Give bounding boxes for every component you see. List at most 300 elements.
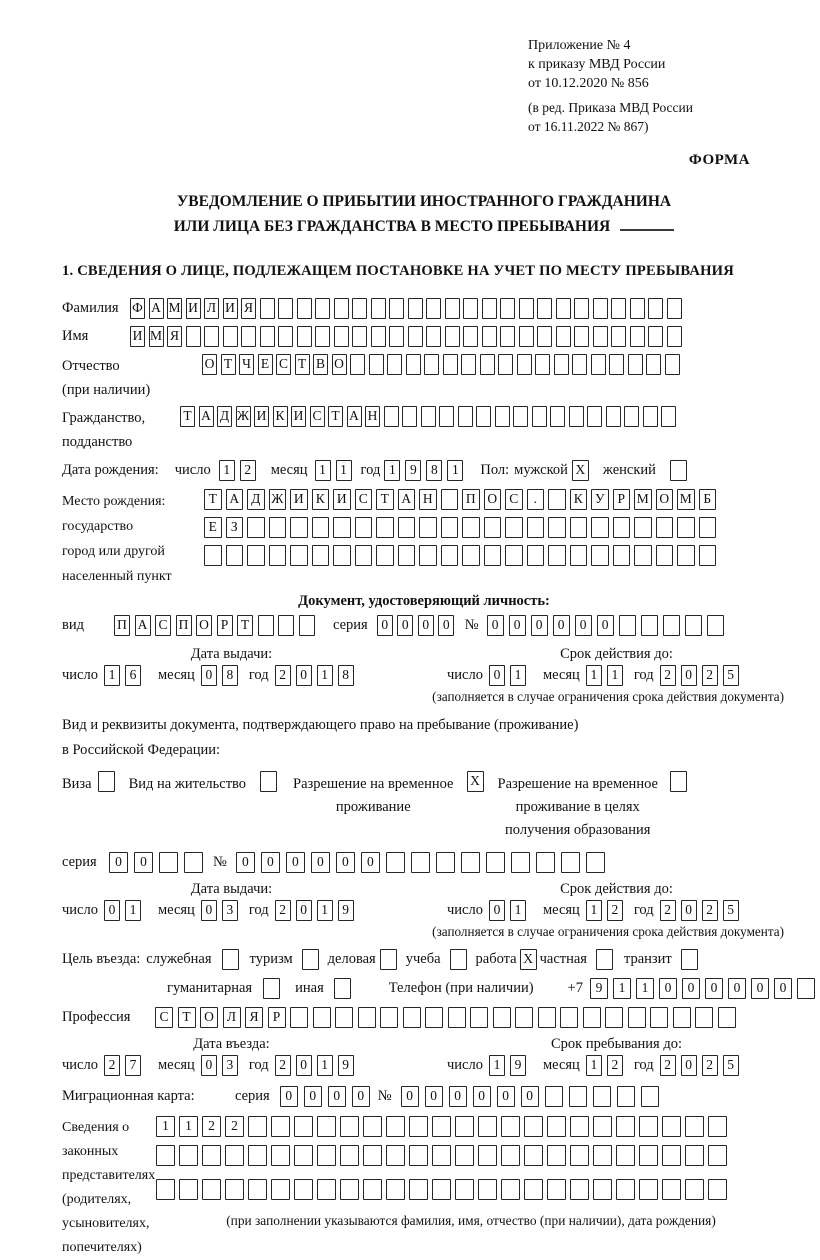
form-cell <box>667 326 682 347</box>
identity-doc-valid-col <box>447 646 786 686</box>
form-cell <box>463 326 478 347</box>
stay-until-heading: Срок пребывания до: <box>551 1036 682 1052</box>
form-cell <box>425 1007 443 1028</box>
form-cell <box>639 1145 658 1166</box>
form-cell <box>535 354 550 375</box>
form-cell: С <box>310 406 325 427</box>
representatives-box-rows <box>156 1116 786 1229</box>
form-cell: Ж <box>269 489 287 510</box>
form-cell <box>278 298 293 319</box>
birth-date-label: Дата рождения: <box>62 462 159 478</box>
valid-year-boxes <box>660 900 744 921</box>
form-cell: А <box>398 489 416 510</box>
form-cell <box>628 1007 646 1028</box>
form-cell: 2 <box>702 665 718 686</box>
form-cell <box>524 1145 543 1166</box>
form-cell: 0 <box>296 1055 312 1076</box>
form-cell: 3 <box>222 900 238 921</box>
birth-place-boxes-row2 <box>204 517 720 538</box>
form-cell: 0 <box>401 1086 419 1107</box>
form-cell <box>156 1145 175 1166</box>
form-cell: Л <box>204 298 219 319</box>
header-note-line: к приказу МВД России <box>528 57 666 72</box>
form-cell <box>495 406 510 427</box>
form-cell <box>455 1145 474 1166</box>
form-cell <box>569 1086 587 1107</box>
form-cell <box>548 489 566 510</box>
form-cell: О <box>332 354 347 375</box>
form-cell <box>403 1007 421 1028</box>
form-cell: И <box>223 298 238 319</box>
form-cell: Т <box>180 406 195 427</box>
form-cell: 1 <box>636 978 654 999</box>
form-label: ФОРМА <box>688 152 750 168</box>
form-cell: 2 <box>660 900 676 921</box>
form-cell <box>340 1179 359 1200</box>
form-cell <box>545 1086 563 1107</box>
form-cell <box>643 406 658 427</box>
form-cell <box>202 1145 221 1166</box>
form-cell: А <box>149 298 164 319</box>
form-cell: 0 <box>397 615 413 636</box>
form-cell <box>501 1116 520 1137</box>
identity-doc-type-boxes <box>114 615 319 636</box>
stay-until-date <box>447 1055 786 1076</box>
representatives-note: (при заполнении указываются фамилия, имя, отчество (при наличии), дата рождения) <box>226 1213 716 1228</box>
form-cell: 0 <box>261 852 280 873</box>
phone-digit-boxes <box>590 978 820 999</box>
form-cell: 1 <box>179 1116 198 1137</box>
form-cell: М <box>167 298 182 319</box>
form-cell <box>470 1007 488 1028</box>
migration-card-label: Миграционная карта: <box>62 1088 195 1104</box>
birth-place-label-line: Место рождения: <box>62 494 166 509</box>
form-cell <box>519 326 534 347</box>
form-cell: А <box>347 406 362 427</box>
year-label: год <box>633 667 654 683</box>
form-cell <box>406 354 421 375</box>
form-cell <box>386 1145 405 1166</box>
temp-residence-edu-checkbox <box>670 771 687 792</box>
form-cell: 9 <box>590 978 608 999</box>
representatives-label-line: законных <box>62 1144 119 1159</box>
field-citizenship <box>62 406 786 454</box>
form-cell: 6 <box>125 665 141 686</box>
form-cell: 0 <box>509 615 526 636</box>
form-cell: 0 <box>489 665 505 686</box>
form-cell <box>317 1145 336 1166</box>
form-cell <box>561 852 580 873</box>
form-cell <box>352 326 367 347</box>
valid-until-heading: Срок действия до: <box>560 881 673 897</box>
valid-until-heading: Срок действия до: <box>560 646 673 662</box>
entry-day-boxes <box>104 1055 146 1076</box>
identity-doc-heading: Документ, удостоверяющий личность: <box>298 593 550 609</box>
temp-residence-edu-label <box>498 771 658 842</box>
form-cell: 1 <box>317 665 333 686</box>
form-cell: 2 <box>702 900 718 921</box>
form-cell <box>548 545 566 566</box>
form-cell <box>271 1145 290 1166</box>
purpose-option-study <box>406 949 467 970</box>
form-cell <box>639 1179 658 1200</box>
document-title <box>62 189 786 239</box>
purpose-option-label: гуманитарная <box>167 980 253 996</box>
representatives-label-line: попечителях) <box>62 1240 142 1255</box>
title-blank-underline <box>620 229 674 231</box>
form-cell: 0 <box>377 615 393 636</box>
form-cell <box>241 326 256 347</box>
form-cell <box>186 326 201 347</box>
form-cell <box>225 1145 244 1166</box>
form-cell <box>156 1179 175 1200</box>
purpose-option-private <box>540 949 613 970</box>
field-legal-representatives <box>62 1116 786 1260</box>
form-cell: 2 <box>607 900 623 921</box>
identity-doc-type-label: вид <box>62 617 84 633</box>
form-cell: И <box>290 489 308 510</box>
form-cell: 1 <box>317 900 333 921</box>
issue-day-boxes <box>104 900 146 921</box>
form-cell <box>363 1179 382 1200</box>
form-cell <box>352 298 367 319</box>
form-cell <box>247 517 265 538</box>
form-cell <box>482 298 497 319</box>
header-amendment-note <box>528 98 766 136</box>
month-label: месяц <box>157 1057 195 1073</box>
form-cell <box>294 1116 313 1137</box>
identity-doc-issue-col <box>62 646 401 686</box>
form-cell: 1 <box>104 665 120 686</box>
form-cell <box>333 517 351 538</box>
form-cell: 0 <box>553 615 570 636</box>
form-cell <box>355 517 373 538</box>
form-cell: С <box>276 354 291 375</box>
migration-number-label: № <box>377 1088 392 1104</box>
form-cell <box>572 354 587 375</box>
form-cell <box>204 326 219 347</box>
form-cell <box>500 326 515 347</box>
form-cell <box>662 1145 681 1166</box>
form-cell: 0 <box>487 615 504 636</box>
form-cell <box>593 298 608 319</box>
form-cell: 0 <box>336 852 355 873</box>
form-cell: У <box>591 489 609 510</box>
form-cell <box>247 545 265 566</box>
form-cell <box>436 852 455 873</box>
form-cell: А <box>226 489 244 510</box>
form-cell <box>673 1007 691 1028</box>
form-cell <box>677 517 695 538</box>
residence-type-options <box>62 771 786 842</box>
form-cell: 0 <box>705 978 723 999</box>
form-cell <box>493 1007 511 1028</box>
form-cell <box>616 1116 635 1137</box>
month-label: месяц <box>157 902 195 918</box>
form-cell <box>439 406 454 427</box>
form-cell <box>204 545 222 566</box>
form-cell: 0 <box>575 615 592 636</box>
identity-doc-series-boxes <box>377 615 459 636</box>
form-cell: 0 <box>418 615 434 636</box>
form-cell <box>646 354 661 375</box>
purpose-option-transit <box>624 949 698 970</box>
identity-doc-number-boxes <box>487 615 729 636</box>
header-note <box>528 36 766 136</box>
form-cell <box>639 1116 658 1137</box>
residence-doc-intro <box>62 713 786 763</box>
form-cell: В <box>313 354 328 375</box>
form-cell: Т <box>328 406 343 427</box>
form-cell <box>202 1179 221 1200</box>
form-cell <box>482 326 497 347</box>
form-cell <box>547 1116 566 1137</box>
residence-doc-issue-date <box>62 900 401 921</box>
form-cell: 1 <box>607 665 623 686</box>
form-cell <box>179 1179 198 1200</box>
citizenship-label-line1: Гражданство, <box>62 410 146 426</box>
form-cell <box>708 1179 727 1200</box>
form-cell <box>297 298 312 319</box>
form-cell <box>363 1116 382 1137</box>
purpose-tourism-checkbox <box>302 949 319 970</box>
birth-place-boxes-row1 <box>204 489 720 510</box>
form-cell <box>159 852 178 873</box>
purpose-option-business <box>328 949 397 970</box>
form-cell: Е <box>258 354 273 375</box>
form-cell <box>707 615 724 636</box>
form-cell: 0 <box>352 1086 370 1107</box>
form-cell <box>426 298 441 319</box>
form-cell: 0 <box>236 852 255 873</box>
form-cell <box>478 1145 497 1166</box>
form-cell: Т <box>178 1007 196 1028</box>
form-cell: 2 <box>275 1055 291 1076</box>
form-cell <box>517 354 532 375</box>
form-cell <box>411 852 430 873</box>
form-cell <box>556 326 571 347</box>
form-cell: К <box>312 489 330 510</box>
form-cell: 2 <box>660 1055 676 1076</box>
title-line-1: УВЕДОМЛЕНИЕ О ПРИБЫТИИ ИНОСТРАННОГО ГРАЖДАНИНА <box>176 193 672 210</box>
form-cell: Я <box>245 1007 263 1028</box>
form-cell: О <box>200 1007 218 1028</box>
form-cell <box>461 852 480 873</box>
form-cell <box>424 354 439 375</box>
residence-doc-valid-col <box>447 881 786 921</box>
form-cell <box>409 1179 428 1200</box>
form-cell <box>386 1116 405 1137</box>
form-cell: 0 <box>280 1086 298 1107</box>
purpose-option-tourism <box>250 949 319 970</box>
form-cell: 2 <box>275 900 291 921</box>
form-cell <box>519 298 534 319</box>
title-line-2 <box>62 214 786 239</box>
stay-day-boxes <box>489 1055 531 1076</box>
form-cell <box>269 517 287 538</box>
form-cell: 1 <box>586 665 602 686</box>
form-cell <box>656 517 674 538</box>
form-cell <box>524 1116 543 1137</box>
form-cell <box>547 1179 566 1200</box>
identity-doc-number-label: № <box>464 617 479 633</box>
issue-month-boxes <box>201 665 243 686</box>
form-cell: 1 <box>156 1116 175 1137</box>
form-cell <box>593 1116 612 1137</box>
form-cell <box>648 298 663 319</box>
day-label: число <box>62 902 98 918</box>
form-cell <box>505 545 523 566</box>
form-cell <box>663 615 680 636</box>
form-cell: 0 <box>425 1086 443 1107</box>
phone-prefix: +7 <box>567 980 583 996</box>
form-cell <box>260 298 275 319</box>
form-cell <box>445 326 460 347</box>
entry-date-heading: Дата въезда: <box>193 1036 270 1052</box>
form-cell <box>593 1179 612 1200</box>
purpose-official-checkbox <box>222 949 239 970</box>
header-note-line: Приложение № 4 <box>528 38 631 53</box>
sex-female-checkbox <box>670 460 687 481</box>
form-cell: 0 <box>286 852 305 873</box>
form-cell <box>685 615 702 636</box>
form-cell: 0 <box>497 1086 515 1107</box>
form-cell: 7 <box>125 1055 141 1076</box>
section-1-heading: 1. СВЕДЕНИЯ О ЛИЦЕ, ПОДЛЕЖАЩЕМ ПОСТАНОВКЕ НА УЧЕТ ПО МЕСТУ ПРЕБЫВАНИЯ <box>62 263 734 279</box>
field-birth-place <box>62 489 786 589</box>
residence-permit-checkbox <box>260 771 277 792</box>
form-cell: 0 <box>134 852 153 873</box>
form-cell <box>371 326 386 347</box>
form-cell <box>409 1145 428 1166</box>
patronymic-boxes <box>202 354 683 375</box>
temp-residence-edu-label-line: проживание в целях <box>515 799 640 815</box>
temp-residence-edu-label-line: Разрешение на временное <box>497 776 658 792</box>
form-cell <box>448 1007 466 1028</box>
form-cell <box>613 517 631 538</box>
valid-year-boxes <box>660 665 744 686</box>
form-cell <box>335 1007 353 1028</box>
form-cell: Е <box>204 517 222 538</box>
representatives-label-line: представителях <box>62 1168 156 1183</box>
form-cell <box>570 1116 589 1137</box>
form-cell <box>511 852 530 873</box>
temp-residence-label-line: проживание <box>335 799 411 815</box>
day-label: число <box>447 902 483 918</box>
form-cell <box>619 615 636 636</box>
form-cell <box>480 354 495 375</box>
representatives-label <box>62 1116 156 1260</box>
year-label: год <box>360 462 381 478</box>
valid-day-boxes <box>489 900 531 921</box>
purpose-other-checkbox <box>334 978 351 999</box>
form-cell <box>554 354 569 375</box>
form-cell <box>665 354 680 375</box>
form-cell <box>315 298 330 319</box>
form-cell <box>583 1007 601 1028</box>
form-cell: 1 <box>510 900 526 921</box>
form-cell: 0 <box>449 1086 467 1107</box>
birth-place-label-line: государство <box>62 519 134 534</box>
name-label: Имя <box>62 328 89 344</box>
form-cell <box>278 326 293 347</box>
form-cell: 0 <box>682 978 700 999</box>
purpose-option-label: транзит <box>623 951 672 967</box>
form-cell <box>501 1179 520 1200</box>
field-profession <box>62 1007 786 1028</box>
form-cell: 5 <box>723 1055 739 1076</box>
birth-year-boxes <box>384 460 468 481</box>
sex-male-label: мужской <box>514 462 568 478</box>
form-cell: 0 <box>311 852 330 873</box>
purpose-option-label: деловая <box>327 951 376 967</box>
form-cell: 1 <box>510 665 526 686</box>
header-amend-line: от 16.11.2022 № 867) <box>528 119 649 134</box>
form-cell <box>461 354 476 375</box>
citizenship-label-line2: подданство <box>62 434 133 450</box>
patronymic-label-line2: (при наличии) <box>62 382 151 398</box>
patronymic-label-line1: Отчество <box>62 358 120 374</box>
representatives-label-line: усыновителях, <box>62 1216 150 1231</box>
field-purpose-row2-phone <box>62 978 786 999</box>
form-cell <box>445 298 460 319</box>
form-cell <box>613 545 631 566</box>
form-cell: 9 <box>510 1055 526 1076</box>
form-cell <box>593 1086 611 1107</box>
birth-place-label <box>62 489 204 589</box>
purpose-option-official <box>146 949 238 970</box>
representatives-boxes-row1 <box>156 1116 731 1137</box>
profession-boxes <box>155 1007 740 1028</box>
form-cell <box>624 406 639 427</box>
form-cell: Д <box>247 489 265 510</box>
form-cell <box>248 1116 267 1137</box>
form-cell: О <box>656 489 674 510</box>
day-label: число <box>447 667 483 683</box>
entry-dates <box>62 1036 786 1076</box>
day-label: число <box>62 1057 98 1073</box>
form-cell <box>606 406 621 427</box>
form-cell: Т <box>204 489 222 510</box>
form-cell: Б <box>699 489 717 510</box>
field-residence-doc-series <box>62 852 786 873</box>
surname-boxes <box>130 298 685 319</box>
month-label: месяц <box>542 902 580 918</box>
name-boxes <box>130 326 685 347</box>
form-cell <box>486 852 505 873</box>
day-label: число <box>174 462 211 478</box>
form-cell <box>609 354 624 375</box>
form-cell: 5 <box>723 665 739 686</box>
representatives-label-line: (родителях, <box>62 1192 132 1207</box>
year-label: год <box>633 1057 654 1073</box>
residence-doc-intro-line2: в Российской Федерации: <box>62 742 221 758</box>
form-cell <box>432 1179 451 1200</box>
form-cell <box>591 517 609 538</box>
form-cell <box>389 298 404 319</box>
form-cell <box>290 545 308 566</box>
form-cell: 9 <box>338 900 354 921</box>
form-cell <box>611 298 626 319</box>
form-cell <box>484 545 502 566</box>
form-cell: Р <box>268 1007 286 1028</box>
form-cell: 0 <box>296 665 312 686</box>
form-cell <box>387 354 402 375</box>
form-cell: М <box>149 326 164 347</box>
form-cell: М <box>677 489 695 510</box>
form-cell: 0 <box>597 615 614 636</box>
form-cell: Т <box>376 489 394 510</box>
